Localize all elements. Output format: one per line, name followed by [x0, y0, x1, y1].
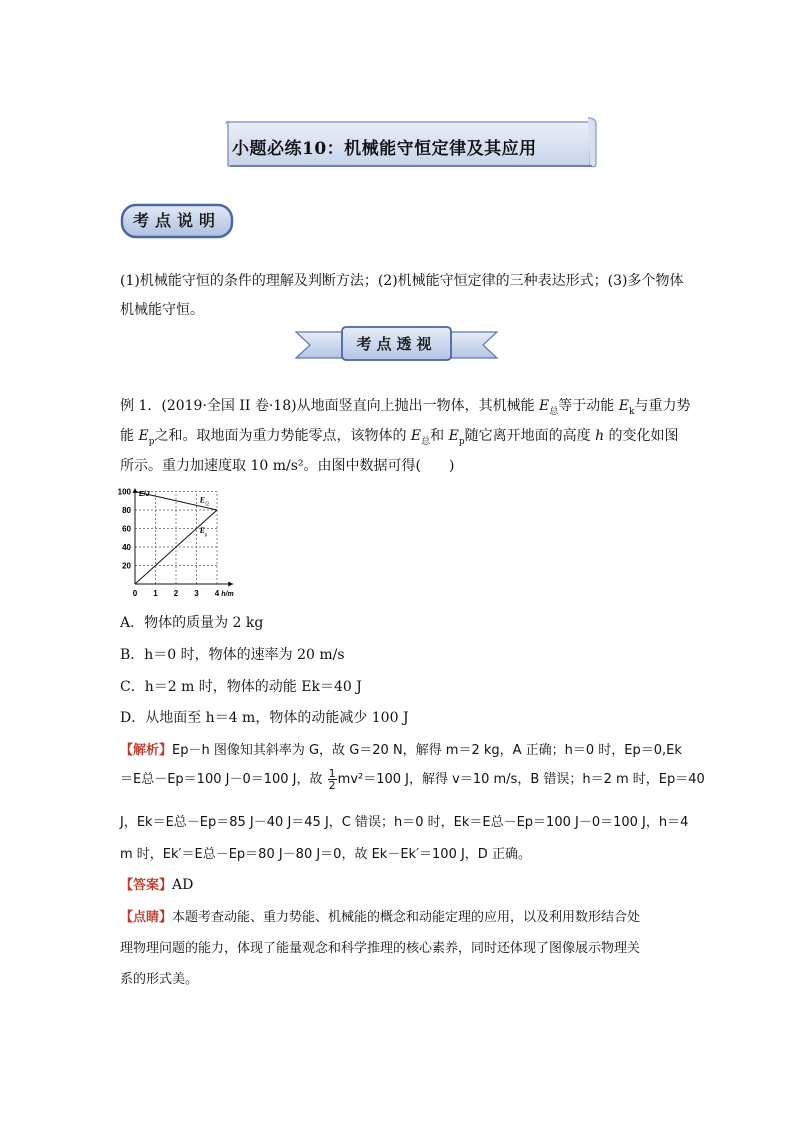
x-axis-label: h/m	[221, 591, 234, 598]
x-tick-label: 1	[153, 589, 158, 598]
option-c: C．h＝2 m 时，物体的动能 Ek＝40 J	[120, 679, 362, 695]
section-badge-label: 考点透视	[356, 335, 437, 353]
comment-line-2: 理物理问题的能力，体现了能量观念和科学推理的核心素养，同时还体现了图像展示物理关	[120, 941, 641, 956]
option-a: A．物体的质量为 2 kg	[120, 615, 264, 631]
intro-line-2: 机械能守恒。	[120, 302, 204, 318]
series-label-e-total: E	[199, 495, 205, 505]
page-title: 小题必练10：机械能守恒定律及其应用	[232, 139, 537, 159]
analysis-line-3: J，Ek＝E总－Ep＝85 J－40 J＝45 J，C 错误；h＝0 时，Ek＝E总－Ep＝100 J－0＝100 J，h＝4	[120, 815, 689, 830]
x-tick-label: 4	[214, 589, 220, 598]
y-tick-label: 20	[122, 561, 131, 571]
analysis-line-2: ＝E总－Ep＝100 J－0＝100 J，故 $\frac{1}{2}$ mv²＝100 J，解得 v＝10 m/s，B 错误；h＝2 m 时，Ep＝40	[120, 767, 705, 792]
y-tick-label: 40	[122, 543, 131, 552]
comment-line-3: 系的形式美。	[120, 972, 199, 987]
section-badge-label: 考点说明	[132, 211, 221, 230]
series-label-sub: p	[204, 533, 208, 539]
section-badge-kaodian-shuoming	[120, 203, 234, 239]
series-label-sub: 总	[204, 501, 210, 508]
section-badge-kaodian-toushi	[294, 324, 499, 364]
title-banner	[222, 114, 598, 170]
option-d: D．从地面至 h＝4 m，物体的动能减少 100 J	[120, 710, 409, 726]
example-line-3: 所示。重力加速度取 10 m/s²。由图中数据可得( )	[120, 458, 455, 474]
x-tick-label: 2	[173, 589, 179, 598]
fraction-one-half: $\frac{1}{2}$	[328, 767, 336, 792]
series-label-ep: E	[199, 526, 205, 536]
analysis-tag: 【解析】	[120, 743, 173, 758]
answer-tag: 【答案】	[120, 878, 173, 893]
analysis-line-1: 【解析】Ep－h 图像知其斜率为 G，故 G＝20 N，解得 m＝2 kg，A 正确；h＝0 时，Ep＝0,Ek	[120, 743, 682, 758]
y-axis-label: E/J	[139, 491, 150, 498]
answer-line	[120, 874, 193, 893]
example-line-1: 例 1．(2019·全国 II 卷·18)从地面竖直向上抛出一物体，其机械能 $E_总$等于动能 $E_k$与重力势	[120, 398, 691, 417]
answer-value: AD	[172, 877, 194, 893]
y-tick-label: 60	[122, 524, 131, 534]
example-line-2: 能 $E_p$之和。取地面为重力势能零点，该物体的 $E_总$和 $E_p$随它离开地面的高度 h 的变化如图	[120, 428, 679, 447]
y-tick-label: 80	[122, 506, 131, 515]
x-tick-label: 3	[194, 589, 199, 598]
comment-tag: 【点睛】	[120, 910, 173, 925]
analysis-line-4: m 时，Ek′＝E总－Ep＝80 J－80 J＝0，故 Ek－Ek′＝100 J，D 正确。	[120, 847, 531, 862]
option-b: B．h＝0 时，物体的速率为 20 m/s	[120, 647, 345, 663]
x-tick-label: 0	[132, 589, 138, 598]
comment-line-1: 【点睛】本题考查动能、重力势能、机械能的概念和动能定理的应用，以及利用数形结合处	[120, 910, 641, 925]
intro-line-1: (1)机械能守恒的条件的理解及判断方法；(2)机械能守恒定律的三种表达形式；(3)多个物体	[120, 273, 684, 289]
y-tick-label: 100	[117, 487, 131, 497]
x-axis-arrow	[228, 582, 233, 587]
energy-height-chart	[113, 484, 248, 604]
